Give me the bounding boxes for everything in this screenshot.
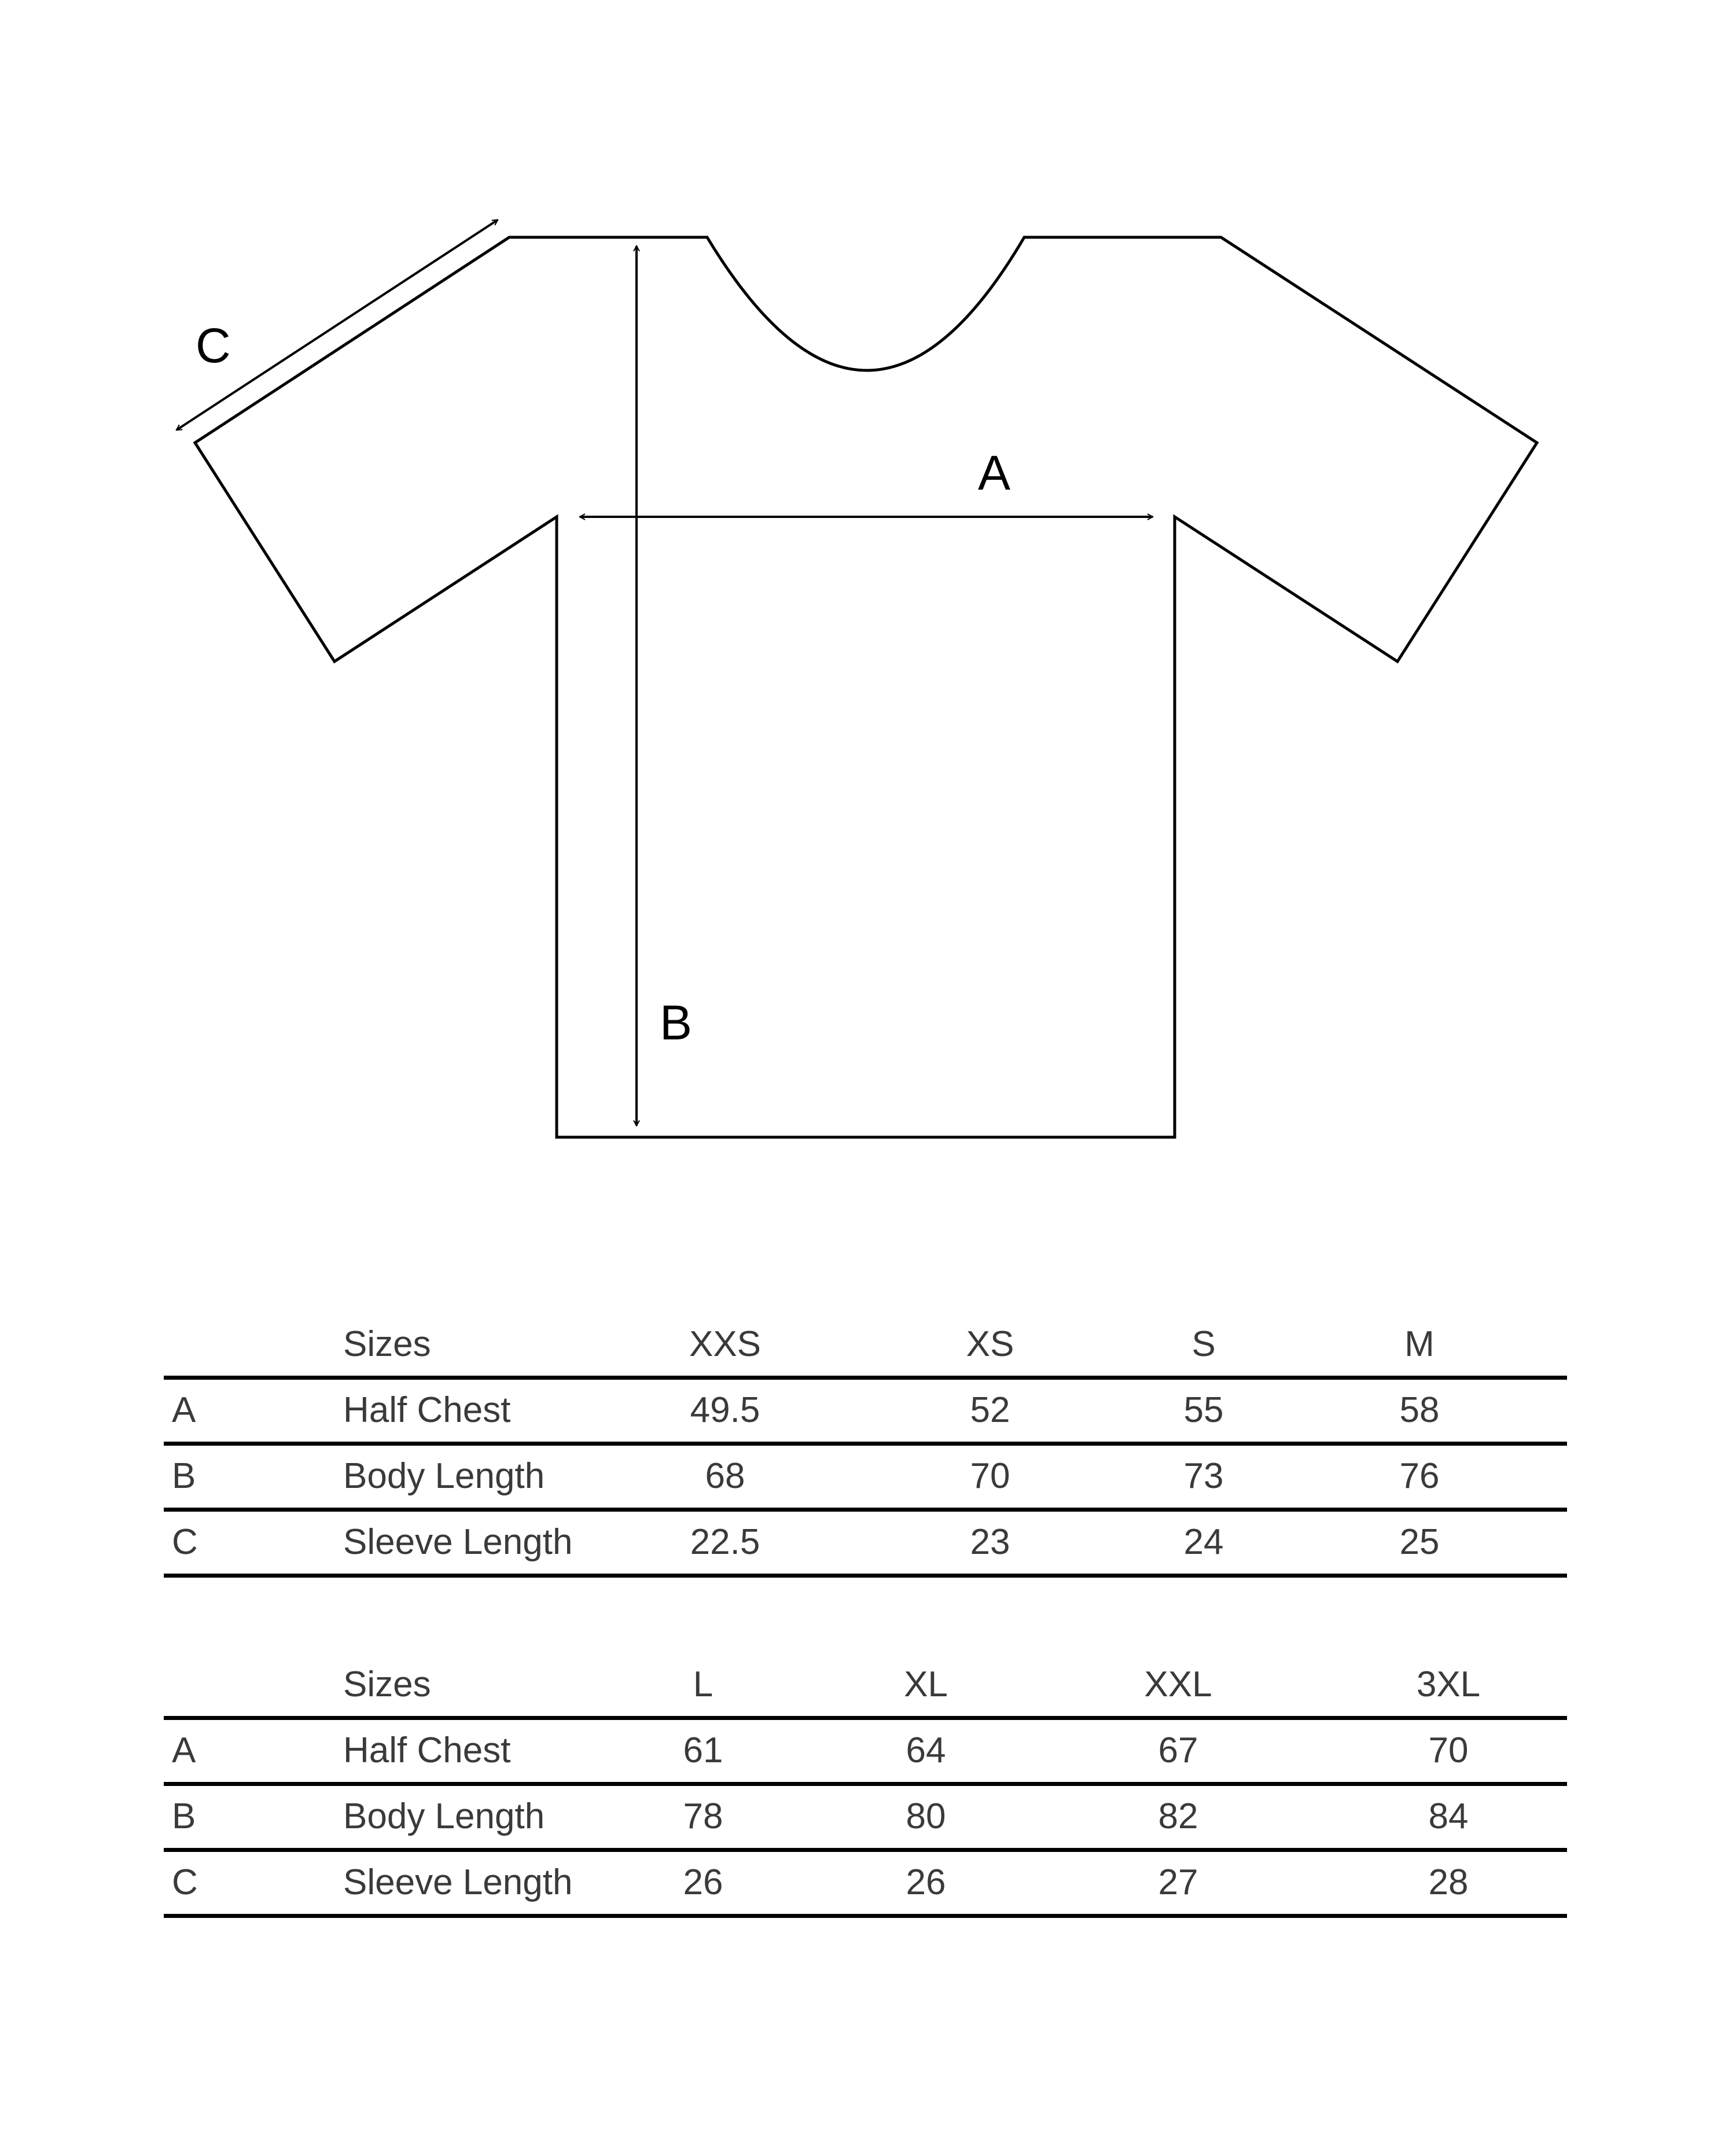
tshirt-outline — [195, 237, 1537, 1137]
row-label: Sleeve Length — [343, 1862, 573, 1902]
table-row — [164, 1380, 1567, 1446]
size-column-header: S — [1191, 1324, 1216, 1364]
table-rule — [164, 1914, 1567, 1918]
table-cell: 78 — [683, 1796, 723, 1836]
dimension-label-c: C — [196, 318, 231, 373]
size-column-header: XS — [966, 1324, 1014, 1364]
table-cell: 49.5 — [690, 1390, 760, 1430]
size-column-header: L — [693, 1664, 713, 1704]
table-rule — [164, 1508, 1567, 1512]
table-cell: 82 — [1158, 1796, 1198, 1836]
table-cell: 28 — [1428, 1862, 1469, 1902]
table-header-row — [164, 1649, 1567, 1720]
table-cell: 68 — [705, 1456, 745, 1496]
table-rule — [164, 1782, 1567, 1786]
dimension-label-b: B — [660, 995, 693, 1050]
table-cell: 70 — [1428, 1730, 1469, 1770]
table-cell: 25 — [1399, 1522, 1440, 1562]
table-cell: 70 — [970, 1456, 1010, 1496]
table-row — [164, 1852, 1567, 1918]
table-cell: 22.5 — [690, 1522, 760, 1562]
row-label: Body Length — [343, 1796, 545, 1836]
size-column-header: XL — [904, 1664, 948, 1704]
row-label: Half Chest — [343, 1390, 511, 1430]
size-table-1 — [164, 1309, 1567, 1578]
table-cell: 84 — [1428, 1796, 1469, 1836]
table-cell: 76 — [1399, 1456, 1440, 1496]
sizes-header: Sizes — [343, 1664, 431, 1704]
table-row — [164, 1512, 1567, 1578]
row-label: Sleeve Length — [343, 1522, 573, 1562]
table-rule — [164, 1848, 1567, 1852]
table-row — [164, 1720, 1567, 1786]
table-cell: 26 — [683, 1862, 723, 1902]
table-rule — [164, 1716, 1567, 1720]
row-label: Half Chest — [343, 1730, 511, 1770]
row-letter: B — [172, 1796, 196, 1836]
row-letter: A — [172, 1390, 196, 1430]
row-label: Body Length — [343, 1456, 545, 1496]
table-rule — [164, 1376, 1567, 1380]
size-column-header: 3XL — [1416, 1664, 1481, 1704]
table-rule — [164, 1574, 1567, 1578]
dimension-label-a: A — [978, 446, 1011, 500]
table-cell: 26 — [906, 1862, 946, 1902]
row-letter: C — [172, 1862, 198, 1902]
size-table-2 — [164, 1649, 1567, 1918]
table-cell: 24 — [1183, 1522, 1224, 1562]
table-cell: 55 — [1183, 1390, 1224, 1430]
row-letter: B — [172, 1456, 196, 1496]
size-column-header: M — [1404, 1324, 1435, 1364]
table-cell: 61 — [683, 1730, 723, 1770]
row-letter: A — [172, 1730, 196, 1770]
row-letter: C — [172, 1522, 198, 1562]
table-cell: 73 — [1183, 1456, 1224, 1496]
table-cell: 23 — [970, 1522, 1010, 1562]
table-cell: 67 — [1158, 1730, 1198, 1770]
sizes-header: Sizes — [343, 1324, 431, 1364]
table-row — [164, 1786, 1567, 1852]
table-cell: 52 — [970, 1390, 1010, 1430]
size-column-header: XXS — [689, 1324, 762, 1364]
table-cell: 64 — [906, 1730, 946, 1770]
table-rule — [164, 1442, 1567, 1446]
table-cell: 58 — [1399, 1390, 1440, 1430]
table-row — [164, 1446, 1567, 1512]
table-cell: 27 — [1158, 1862, 1198, 1902]
table-header-row — [164, 1309, 1567, 1380]
table-cell: 80 — [906, 1796, 946, 1836]
size-column-header: XXL — [1144, 1664, 1212, 1704]
